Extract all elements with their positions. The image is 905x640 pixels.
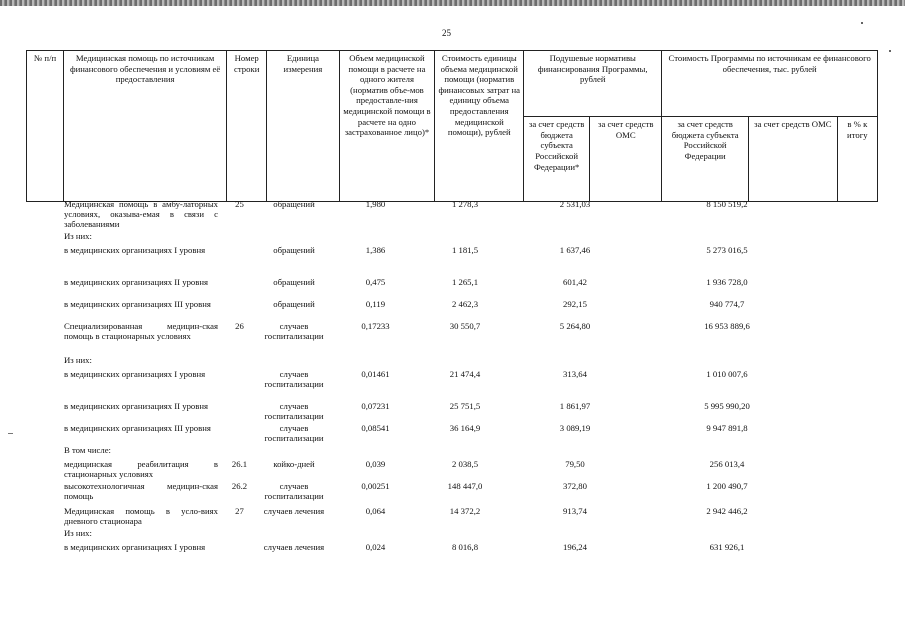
cell-cost: 2 038,5 [451, 459, 479, 469]
cell-unit: случаев госпитализации [264, 321, 324, 342]
header-cost: Стоимость единицы объема медицинской помощи (норматив финансовых затрат на единицу объема предоставления медицинской помощи), рублей [435, 51, 524, 202]
cell-num [26, 299, 62, 321]
cell-name: медицинская реабилитация в стационарных условиях [64, 459, 218, 480]
cell-unit [259, 528, 329, 542]
cell-num [26, 481, 62, 506]
cell-name: в медицинских организациях I уровня [64, 245, 206, 255]
cell-volume: 0,17233 [361, 321, 390, 331]
cell-unit: обращений [273, 199, 315, 209]
cell-unit: койко-дней [273, 459, 315, 469]
cell-cost [422, 445, 508, 459]
cell-oms-percapita: 1 637,46 [559, 245, 591, 255]
cell-volume: 0,119 [365, 299, 386, 309]
cell-oms-percapita [508, 445, 642, 459]
cell-unit: обращений [273, 245, 315, 255]
cell-oms-program: 1 200 490,7 [706, 481, 748, 491]
cell-num [26, 321, 62, 355]
cell-cost: 14 372,2 [449, 506, 481, 516]
cell-name: высокотехнологичная медицин-ская помощь [64, 481, 218, 502]
cell-percent [812, 299, 878, 321]
table-row [26, 445, 878, 459]
cell-percent [812, 199, 878, 231]
cell-unit [259, 445, 329, 459]
cell-line [220, 423, 259, 445]
cell-volume: 0,039 [365, 459, 386, 469]
cell-oms-percapita: 292,15 [563, 299, 587, 309]
cell-name: Из них: [64, 231, 92, 241]
cell-name: В том числе: [64, 445, 111, 455]
cell-unit: случаев лечения [263, 506, 325, 516]
cell-num [26, 245, 62, 277]
table-row [26, 423, 878, 445]
cell-oms-program [642, 445, 812, 459]
header-budget-program: за счет средств бюджета субъекта Российской Федерации [662, 117, 749, 202]
cell-num [26, 506, 62, 528]
page-number: 25 [442, 28, 451, 38]
header-percent: в % к итогу [837, 117, 877, 202]
scan-mark [8, 433, 13, 434]
cell-percent [812, 423, 878, 445]
table-row [26, 459, 878, 481]
table-row [26, 321, 878, 355]
cell-line [220, 355, 259, 369]
cell-num [26, 423, 62, 445]
table-body [26, 199, 878, 574]
cell-name: Специализированная медицин-ская помощь в стационарных условиях [64, 321, 218, 342]
cell-num [26, 231, 62, 245]
cell-volume: 0,01461 [361, 369, 390, 379]
cell-oms-percapita: 2 531,03 [559, 199, 591, 209]
table-row [26, 528, 878, 542]
cell-oms-percapita: 913,74 [563, 506, 587, 516]
cell-oms-program: 2 942 446,2 [706, 506, 748, 516]
cell-cost: 8 016,8 [451, 542, 479, 552]
cell-line: 27 [235, 506, 244, 516]
cell-oms-program: 8 150 519,2 [706, 199, 748, 209]
cell-volume: 0,024 [365, 542, 386, 552]
cell-oms-percapita: 1 861,97 [559, 401, 591, 411]
table-row [26, 199, 878, 231]
cell-percent [812, 355, 878, 369]
cell-name: Медицинская помощь в усло-виях дневного стационара [64, 506, 218, 527]
cell-line [220, 445, 259, 459]
header-oms-percapita: за счет средств ОМС [590, 117, 662, 202]
cell-percent [812, 481, 878, 506]
cell-cost [422, 528, 508, 542]
scan-top-edge [0, 0, 905, 6]
cell-line: 26.1 [231, 459, 248, 469]
scan-speck [861, 22, 863, 24]
cell-volume: 0,064 [365, 506, 386, 516]
cell-percent [812, 445, 878, 459]
cell-oms-percapita: 79,50 [565, 459, 585, 469]
cell-oms-percapita: 3 089,19 [559, 423, 591, 433]
cell-name: Из них: [64, 355, 92, 365]
cell-percent [812, 245, 878, 277]
header-unit: Единица измерения [267, 51, 339, 202]
cell-oms-program: 1 936 728,0 [706, 277, 748, 287]
table-row [26, 277, 878, 299]
cell-unit: случаев госпитализации [264, 481, 324, 502]
cell-oms-percapita [508, 355, 642, 369]
cell-oms-percapita [508, 231, 642, 245]
cell-oms-program: 1 010 007,6 [706, 369, 748, 379]
cell-cost [422, 355, 508, 369]
cell-cost: 1 278,3 [451, 199, 479, 209]
cell-volume: 0,07231 [361, 401, 390, 411]
cell-name: в медицинских организациях II уровня [64, 401, 209, 411]
cell-oms-program: 5 273 016,5 [706, 245, 748, 255]
cell-percent [812, 231, 878, 245]
cell-unit: случаев госпитализации [264, 401, 324, 422]
cell-line [220, 401, 259, 423]
cell-oms-program [642, 355, 812, 369]
cell-unit: обращений [273, 299, 315, 309]
cell-volume: 1,386 [365, 245, 386, 255]
cell-line [220, 245, 259, 277]
cell-name: в медицинских организациях I уровня [64, 542, 206, 552]
cell-line [220, 277, 259, 299]
cell-name: Медицинская помощь в амбу-латорных условиях, оказыва-емая в связи с заболеваниями [64, 199, 218, 230]
header-volume: Объем медицинской помощи в расчете на одного жителя (норматив объе-мов предоставле-ния медицинской помощи в расчете на одно застрахованное лицо)* [339, 51, 435, 202]
cell-percent [812, 542, 878, 574]
cell-oms-program: 5 995 990,20 [704, 401, 750, 411]
cell-percent [812, 506, 878, 528]
cell-volume: 0,00251 [361, 481, 390, 491]
cell-unit: случаев госпитализации [264, 423, 324, 444]
cell-line: 26.2 [231, 481, 248, 491]
cell-cost: 21 474,4 [449, 369, 481, 379]
cell-unit [259, 231, 329, 245]
cell-num [26, 459, 62, 481]
cell-num [26, 542, 62, 574]
cell-cost: 36 164,9 [449, 423, 481, 433]
table-row [26, 542, 878, 574]
table-row [26, 299, 878, 321]
cell-num [26, 199, 62, 231]
cell-volume [329, 445, 422, 459]
cell-volume [329, 231, 422, 245]
cell-volume [329, 528, 422, 542]
table-row [26, 481, 878, 506]
cell-line [220, 369, 259, 401]
cell-cost [422, 231, 508, 245]
cell-num [26, 445, 62, 459]
cell-line [220, 299, 259, 321]
table-row [26, 355, 878, 369]
cell-num [26, 277, 62, 299]
cell-percent [812, 459, 878, 481]
cell-line [220, 528, 259, 542]
cell-cost: 2 462,3 [451, 299, 479, 309]
cell-num [26, 355, 62, 369]
cell-volume: 0,08541 [361, 423, 390, 433]
header-name: Медицинская помощь по источникам финансового обеспечения и условиям её предоставления [64, 51, 227, 202]
cell-name: Из них: [64, 528, 92, 538]
cell-line: 26 [235, 321, 244, 331]
cell-oms-percapita: 196,24 [563, 542, 587, 552]
header-line: Номер строки [227, 51, 267, 202]
cell-oms-percapita: 313,64 [563, 369, 587, 379]
table-row [26, 401, 878, 423]
cell-line: 25 [235, 199, 244, 209]
header-budget-percapita: за счет средств бюджета субъекта Российской Федерации* [524, 117, 590, 202]
cell-cost: 25 751,5 [449, 401, 481, 411]
cell-num [26, 528, 62, 542]
cell-cost: 1 181,5 [451, 245, 479, 255]
cell-unit [259, 355, 329, 369]
cell-oms-program: 16 953 889,6 [704, 321, 750, 331]
cell-unit: случаев госпитализации [264, 369, 324, 390]
cell-percent [812, 369, 878, 401]
header-percapita: Подушевые нормативы финансирования Программы, рублей [524, 51, 662, 117]
cell-percent [812, 401, 878, 423]
cell-line [220, 542, 259, 574]
cell-oms-percapita: 372,80 [563, 481, 587, 491]
cell-unit: обращений [273, 277, 315, 287]
cell-oms-percapita: 601,42 [563, 277, 587, 287]
cell-name: в медицинских организациях II уровня [64, 277, 209, 287]
cell-cost: 1 265,1 [451, 277, 479, 287]
cell-num [26, 369, 62, 401]
cell-name: в медицинских организациях I уровня [64, 369, 206, 379]
cell-num [26, 401, 62, 423]
cell-name: в медицинских организациях III уровня [64, 299, 211, 309]
scan-speck [889, 50, 891, 52]
cell-percent [812, 277, 878, 299]
table-header [26, 50, 878, 202]
table-row [26, 369, 878, 401]
cell-line [220, 231, 259, 245]
cell-volume: 1,980 [365, 199, 386, 209]
cell-oms-program: 631 926,1 [709, 542, 745, 552]
cell-oms-percapita [508, 528, 642, 542]
cell-name: в медицинских организациях III уровня [64, 423, 211, 433]
cell-oms-program [642, 528, 812, 542]
table-row [26, 245, 878, 277]
cell-volume [329, 355, 422, 369]
header-program: Стоимость Программы по источникам ее финансового обеспечения, тыс. рублей [662, 51, 878, 117]
header-num: № п/п [27, 51, 64, 202]
cell-percent [812, 528, 878, 542]
cell-percent [812, 321, 878, 355]
cell-unit: случаев лечения [263, 542, 325, 552]
header-oms-program: за счет средств ОМС [749, 117, 838, 202]
cell-cost: 30 550,7 [449, 321, 481, 331]
cell-oms-program: 256 013,4 [709, 459, 745, 469]
cell-volume: 0,475 [365, 277, 386, 287]
table-row [26, 506, 878, 528]
cell-oms-program: 9 947 891,8 [706, 423, 748, 433]
cell-cost: 148 447,0 [447, 481, 483, 491]
cell-oms-program: 940 774,7 [709, 299, 745, 309]
cell-oms-percapita: 5 264,80 [559, 321, 591, 331]
cell-oms-program [642, 231, 812, 245]
table-row [26, 231, 878, 245]
